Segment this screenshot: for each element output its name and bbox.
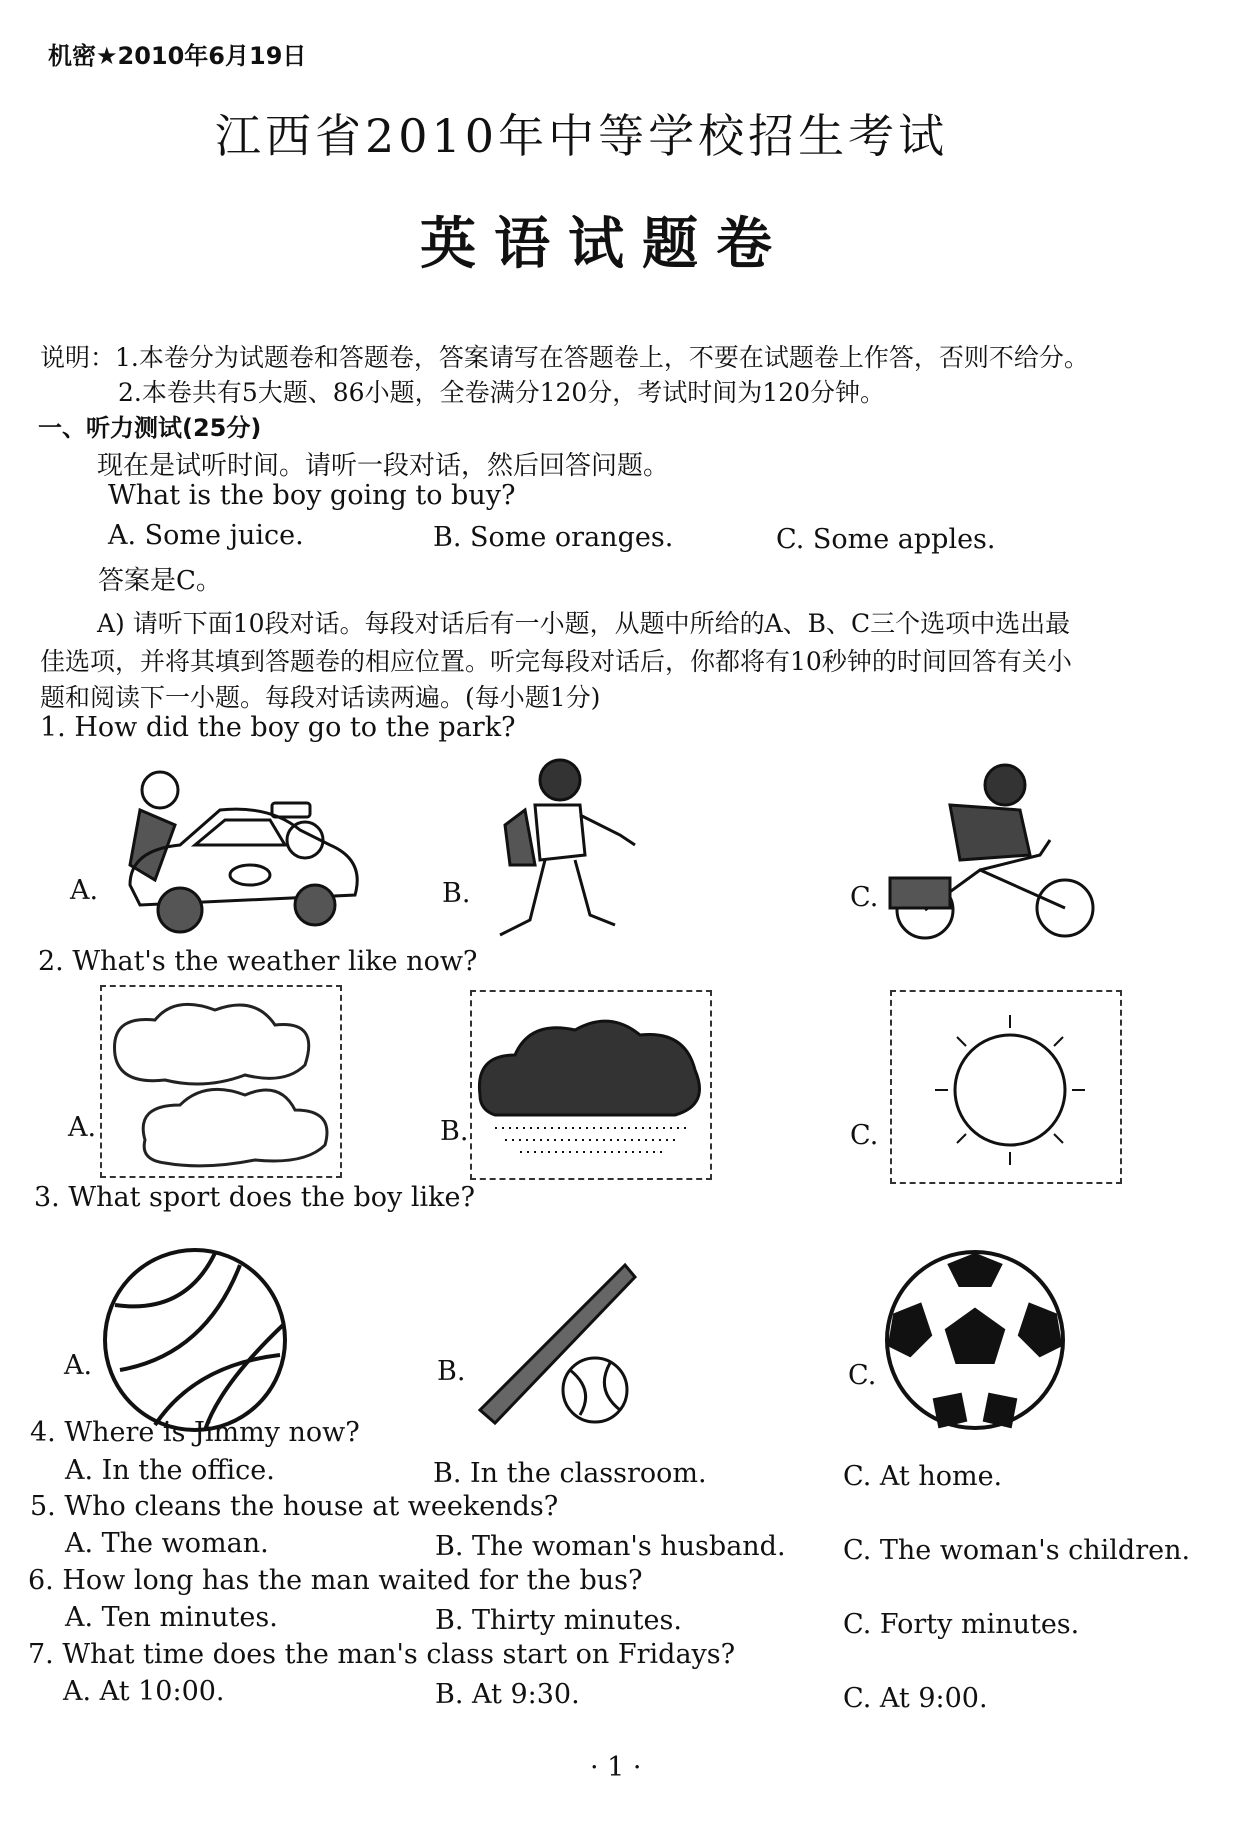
baseball-icon — [470, 1255, 640, 1430]
sample-answer: 答案是C。 — [98, 566, 222, 596]
q6-option-a: A. Ten minutes. — [65, 1602, 278, 1633]
q1-label-b: B. — [442, 878, 471, 909]
q7-option-c: C. At 9:00. — [843, 1683, 988, 1714]
confidential-date: 机密★2010年6月19日 — [48, 42, 307, 70]
question-7: 7. What time does the man's class start on Fridays? — [28, 1639, 736, 1670]
taxi-icon — [100, 755, 370, 940]
page-number: · 1 · — [590, 1752, 642, 1783]
q4-option-a: A. In the office. — [65, 1455, 275, 1486]
q5-option-b: B. The woman's husband. — [435, 1531, 786, 1562]
soccer-ball-icon — [875, 1250, 1075, 1430]
question-1: 1. How did the boy go to the park? — [40, 712, 516, 743]
bicycle-icon — [880, 760, 1110, 945]
q2-label-a: A. — [68, 1112, 97, 1143]
q1-label-c: C. — [850, 882, 879, 913]
question-6: 6. How long has the man waited for the bus? — [28, 1565, 643, 1596]
section-heading: 一、听力测试(25分) — [38, 414, 262, 442]
part-a-instruction-1: A) 请听下面10段对话。每段对话后有一小题，从题中所给的A、B、C三个选项中选出最 — [97, 609, 1071, 638]
q1-label-a: A. — [70, 875, 99, 906]
sunny-icon — [900, 1000, 1112, 1178]
q6-option-c: C. Forty minutes. — [843, 1609, 1080, 1640]
part-a-instruction-2: 佳选项，并将其填到答题卷的相应位置。听完每段对话后，你都将有10秒钟的时间回答有关小 — [40, 647, 1072, 676]
sample-option-c: C. Some apples. — [776, 524, 996, 555]
exam-subtitle: 英语试题卷 — [420, 212, 790, 277]
q6-option-b: B. Thirty minutes. — [435, 1605, 682, 1636]
rainy-icon — [475, 1010, 707, 1170]
q3-label-b: B. — [437, 1356, 466, 1387]
q5-option-c: C. The woman's children. — [843, 1535, 1191, 1566]
walking-icon — [480, 755, 640, 940]
question-2: 2. What's the weather like now? — [38, 946, 478, 977]
volleyball-icon — [95, 1245, 295, 1435]
q2-label-b: B. — [440, 1116, 469, 1147]
q4-option-c: C. At home. — [843, 1461, 1003, 1492]
question-3: 3. What sport does the boy like? — [34, 1182, 475, 1213]
question-4: 4. Where is Jimmy now? — [30, 1417, 360, 1448]
sample-question: What is the boy going to buy? — [108, 480, 516, 511]
question-5: 5. Who cleans the house at weekends? — [30, 1491, 559, 1522]
instruction-line-2: 2.本卷共有5大题、86小题，全卷满分120分，考试时间为120分钟。 — [118, 378, 886, 407]
q2-label-c: C. — [850, 1120, 879, 1151]
sample-option-a: A. Some juice. — [108, 520, 304, 551]
q7-option-b: B. At 9:30. — [435, 1679, 580, 1710]
q4-option-b: B. In the classroom. — [433, 1458, 707, 1489]
sample-option-b: B. Some oranges. — [433, 522, 674, 553]
cloudy-icon — [105, 995, 337, 1173]
part-a-instruction-3: 题和阅读下一小题。每段对话读两遍。(每小题1分) — [40, 683, 601, 712]
instruction-line-1: 说明：1.本卷分为试题卷和答题卷，答案请写在答题卷上，不要在试题卷上作答，否则不给分。 — [40, 343, 1089, 372]
q3-label-c: C. — [848, 1360, 877, 1391]
sample-intro: 现在是试听时间。请听一段对话，然后回答问题。 — [97, 451, 670, 481]
q5-option-a: A. The woman. — [65, 1528, 269, 1559]
exam-title: 江西省2010年中等学校招生考试 — [215, 109, 949, 163]
q3-label-a: A. — [64, 1350, 93, 1381]
q7-option-a: A. At 10:00. — [63, 1676, 225, 1707]
